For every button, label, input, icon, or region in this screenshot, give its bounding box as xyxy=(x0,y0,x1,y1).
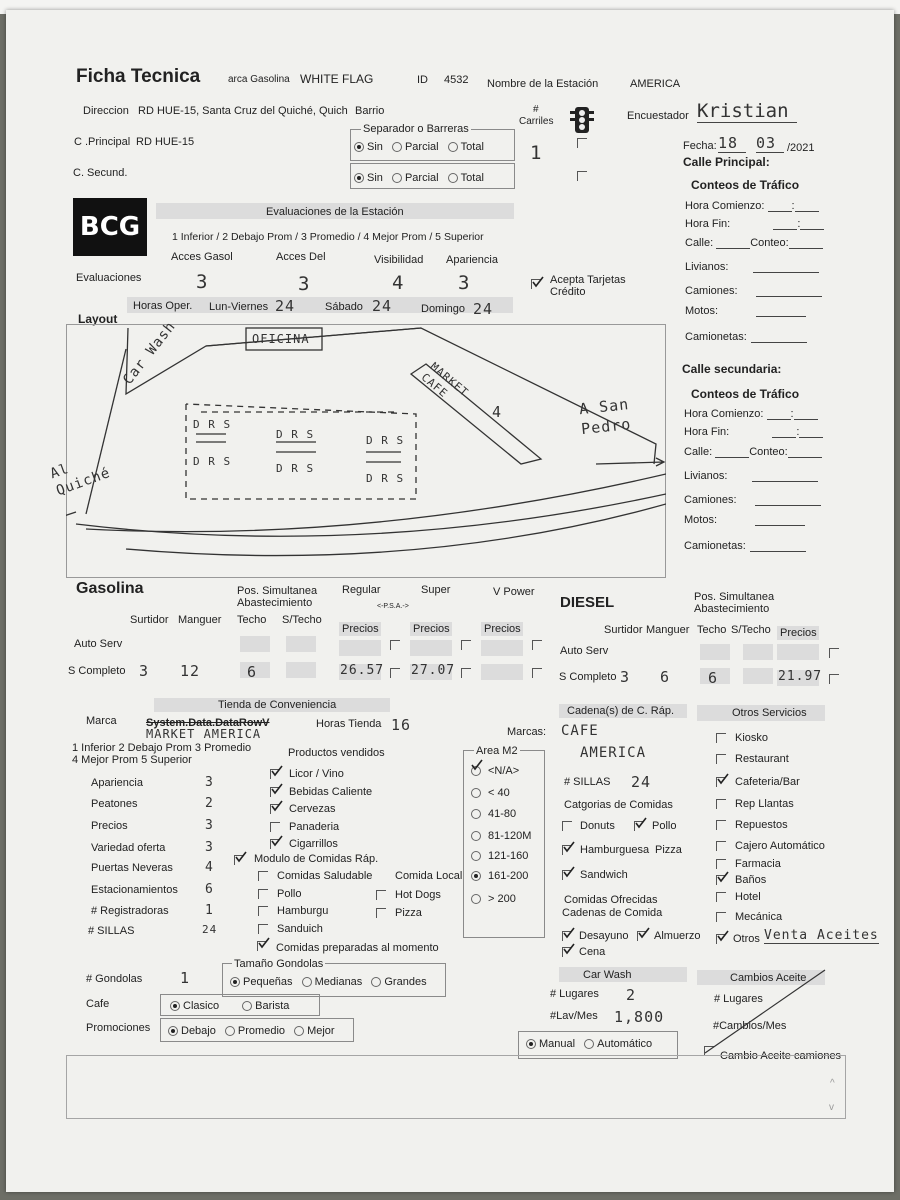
barreras-principal-options: Sin Parcial Total xyxy=(354,141,484,153)
tienda-marca-struck: System.Data.DataRowV xyxy=(146,717,270,729)
diesel-sc-checkbox[interactable] xyxy=(829,674,839,684)
sc-regular-checkbox[interactable] xyxy=(390,668,400,678)
categoria-label: Pollo xyxy=(652,820,677,832)
rating-label: Variedad oferta xyxy=(91,842,166,854)
local-item-label: Hot Dogs xyxy=(395,889,441,901)
layout-drs-5: D R S xyxy=(366,434,405,447)
ts-hora-comienzo: Hora Comienzo: : xyxy=(684,408,818,420)
eval-acces-gasol-value[interactable]: 3 xyxy=(196,271,208,293)
otros-item-checkbox[interactable] xyxy=(716,733,726,743)
barreras-parcial-radio[interactable] xyxy=(392,142,402,152)
rating-value[interactable]: 3 xyxy=(205,775,214,790)
sc-surtidor-value[interactable]: 3 xyxy=(139,662,150,680)
carwash-lugares-value[interactable]: 2 xyxy=(626,986,637,1004)
barreras-sin-radio[interactable] xyxy=(354,142,364,152)
area-option xyxy=(471,870,528,882)
rating-label: # SILLAS xyxy=(88,925,135,937)
area-radio[interactable] xyxy=(471,788,481,798)
cafe-clasico-radio[interactable] xyxy=(170,1001,180,1011)
rating-value[interactable]: 2 xyxy=(205,796,214,811)
diesel-sc-techo[interactable]: 6 xyxy=(708,669,719,687)
local-item-checkbox[interactable] xyxy=(376,890,386,900)
otros-item-checkbox[interactable] xyxy=(716,912,726,922)
calle-secundaria-title: Calle secundaria: xyxy=(682,362,782,376)
diesel-as-price[interactable] xyxy=(777,644,819,660)
modulo-item-label: Sanduich xyxy=(277,922,323,935)
tp-livianos: Livianos: xyxy=(685,261,819,273)
tienda-horas-value[interactable]: 16 xyxy=(391,716,412,734)
modulo-item-checkbox[interactable] xyxy=(258,889,268,899)
sab-label: Sábado xyxy=(325,301,363,313)
eval-apariencia-value[interactable]: 3 xyxy=(458,272,470,294)
tamano-title: Tamaño Gondolas xyxy=(234,958,324,970)
cafe-label: Cafe xyxy=(86,998,110,1010)
area-option-label: < 40 xyxy=(488,787,510,799)
traffic-light-icon xyxy=(570,106,594,134)
modulo-item-checkbox[interactable] xyxy=(258,924,268,934)
barrio-label: Barrio xyxy=(355,105,385,117)
tienda-title: Tienda de Conveniencia xyxy=(218,699,337,711)
lun-label: Lun-Viernes xyxy=(209,301,269,313)
otros-item-check-mark-icon xyxy=(716,870,730,884)
carwash-lav-value[interactable]: 1,800 xyxy=(614,1008,665,1026)
diesel-title: DIESEL xyxy=(560,594,615,611)
comments-textarea[interactable] xyxy=(66,1055,846,1119)
gasolina-pos-label: Pos. Simultanea Abastecimiento xyxy=(237,585,318,609)
area-option xyxy=(471,808,516,820)
carriles-label: Carriles xyxy=(519,116,554,127)
layout-drs-2: D R S xyxy=(193,455,232,468)
area-radio[interactable] xyxy=(471,831,481,841)
layout-drs-3: D R S xyxy=(276,428,315,441)
rating-label: Peatones xyxy=(91,798,138,810)
otros-item-label: Restaurant xyxy=(735,753,789,765)
tarjetas-check-mark-icon xyxy=(531,275,545,289)
carwash-title: Car Wash xyxy=(583,969,632,981)
traffic-principal-subtitle: Conteos de Tráfico xyxy=(691,178,800,192)
tamano-medianas-radio[interactable] xyxy=(302,977,312,987)
direccion-value: RD HUE-15, Santa Cruz del Quiché, Quich xyxy=(138,105,348,117)
modulo-item-label: Hamburgu xyxy=(277,905,329,917)
principal-label: C .Principal xyxy=(74,136,131,148)
otros-value[interactable]: Venta Aceites xyxy=(764,928,879,943)
otros-item-label: Rep Llantas xyxy=(735,798,794,810)
id-label: ID xyxy=(417,74,428,86)
diesel-sc-manguer[interactable]: 6 xyxy=(660,668,671,686)
sc-super-checkbox[interactable] xyxy=(461,668,471,678)
producto-checkbox[interactable] xyxy=(270,822,280,832)
modulo-label: Modulo de Comidas Ráp. xyxy=(254,853,379,865)
area-option xyxy=(471,787,510,799)
tp-hora-fin: Hora Fin: : xyxy=(685,218,824,230)
producto-label: Licor / Vino xyxy=(289,768,344,780)
rating-label: Precios xyxy=(91,820,128,832)
barreras2-parcial-radio[interactable] xyxy=(392,173,402,183)
comida-local-label: Comida Local xyxy=(395,870,463,882)
carwash-lav-label: #Lav/Mes xyxy=(550,1010,598,1022)
modulo-item-checkbox[interactable] xyxy=(258,906,268,916)
layout-al-quiche: Al Quiché xyxy=(47,460,113,500)
fecha-month[interactable]: 03 xyxy=(756,134,784,153)
tp-calle: Calle: Conteo: xyxy=(685,237,823,249)
layout-drs-4: D R S xyxy=(276,462,315,475)
area-option xyxy=(471,850,528,862)
gasolina-title: Gasolina xyxy=(76,580,144,597)
sc-super-price[interactable]: 27.07 xyxy=(411,663,456,678)
layout-oficina: OFICINA xyxy=(252,332,310,346)
rating-label: Puertas Neveras xyxy=(91,862,173,874)
modulo-item-label: Comidas Saludable xyxy=(277,870,373,882)
rating-value[interactable]: 3 xyxy=(205,818,214,833)
layout-market-num: 4 xyxy=(492,403,503,421)
gasolina-psa: <-P.S.A.-> xyxy=(377,603,409,610)
cadenas-sillas-label: # SILLAS xyxy=(564,776,611,788)
diesel-manguer: Manguer xyxy=(646,624,690,636)
otros-item-check-mark-icon xyxy=(716,772,730,786)
sc-vpower-price[interactable] xyxy=(481,664,523,680)
diesel-pos-label: Pos. Simultanea Abastecimiento xyxy=(694,591,775,615)
as-super-checkbox[interactable] xyxy=(461,640,471,650)
fecha-day[interactable]: 18 xyxy=(718,134,746,153)
tp-motos: Motos: xyxy=(685,305,806,317)
calle-principal-title: Calle Principal: xyxy=(683,155,770,169)
as-techo-field[interactable] xyxy=(240,636,270,652)
otros-item-label: Hotel xyxy=(735,891,761,903)
sc-stecho-field[interactable] xyxy=(286,662,316,678)
producto-label: Panaderia xyxy=(289,820,340,833)
gasolina-manguer: Manguer xyxy=(178,614,222,626)
area-option-label: > 200 xyxy=(488,893,516,905)
layout-drs-6: D R S xyxy=(366,472,405,485)
ofrecida-label: Almuerzo xyxy=(654,930,701,942)
productos-title: Productos vendidos xyxy=(288,747,385,759)
categoria-label: Hamburguesa xyxy=(580,844,650,856)
eval-header-apariencia: Apariencia xyxy=(446,254,498,266)
barreras2-sin-radio[interactable] xyxy=(354,173,364,183)
marca-value: WHITE FLAG xyxy=(300,72,374,86)
otros-item-label: Baños xyxy=(735,874,767,886)
rating-label: # Registradoras xyxy=(91,905,169,917)
horas-label: Horas Oper. xyxy=(133,300,193,312)
otros-item-checkbox[interactable] xyxy=(716,754,726,764)
evaluaciones-title: Evaluaciones de la Estación xyxy=(266,206,404,218)
diesel-surtidor: Surtidor xyxy=(604,624,643,636)
tienda-marca-value[interactable]: MARKET AMERICA xyxy=(146,727,262,741)
rating-label: Apariencia xyxy=(91,777,143,789)
area-option xyxy=(471,830,531,842)
ts-calle: Calle: Conteo: xyxy=(684,446,822,458)
gondolas-value[interactable]: 1 xyxy=(180,969,191,987)
producto-check-mark-icon xyxy=(270,799,284,813)
ts-camiones: Camiones: xyxy=(684,494,821,506)
otros-item-checkbox[interactable] xyxy=(716,859,726,869)
carriles-value[interactable]: 1 xyxy=(530,142,542,164)
eval-header-visibilidad: Visibilidad xyxy=(374,254,424,266)
eval-header-acces-del: Acces Del xyxy=(276,251,326,263)
gasolina-precios-2: Precios xyxy=(413,623,450,635)
modulo-item-checkbox[interactable] xyxy=(258,871,268,881)
aceite-title: Cambios Aceite xyxy=(730,972,807,984)
diesel-auto-serv: Auto Serv xyxy=(560,645,609,657)
encuestador-label: Encuestador xyxy=(627,110,689,122)
diesel-s-completo: S Completo xyxy=(559,671,617,683)
promo-options: Debajo Promedio Mejor xyxy=(168,1025,335,1037)
diesel-sc-price[interactable]: 21.97 xyxy=(778,669,823,684)
area-radio[interactable] xyxy=(471,871,481,881)
producto-label: Cigarrillos xyxy=(289,838,338,850)
principal-checkbox[interactable] xyxy=(577,138,587,148)
producto-check-mark-icon xyxy=(270,834,284,848)
promo-promedio-radio[interactable] xyxy=(225,1026,235,1036)
diesel-as-techo-field[interactable] xyxy=(700,644,730,660)
tp-hora-comienzo: Hora Comienzo: : xyxy=(685,200,819,212)
id-value: 4532 xyxy=(444,74,469,86)
otros-item-checkbox[interactable] xyxy=(716,892,726,902)
as-vpower-price[interactable] xyxy=(481,640,523,656)
modulo-item-label: Pollo xyxy=(277,887,302,900)
diesel-as-stecho-field[interactable] xyxy=(743,644,773,660)
carriles-hash: # xyxy=(533,104,539,115)
carwash-mode-options: Manual Automático xyxy=(526,1038,652,1050)
page-title: Ficha Tecnica xyxy=(76,66,201,87)
area-na-check-mark-icon xyxy=(470,758,484,772)
tienda-scale-1: 1 Inferior 2 Debajo Prom 3 Promedio xyxy=(72,742,252,754)
otros-item-label: Repuestos xyxy=(735,819,788,831)
encuestador-value[interactable]: Kristian xyxy=(697,100,797,123)
categoria-label: Donuts xyxy=(580,820,615,832)
eval-acces-del-value[interactable]: 3 xyxy=(298,273,310,295)
ofrecida-check-mark-icon xyxy=(637,926,651,940)
lun-value[interactable]: 24 xyxy=(275,297,296,315)
carwash-lugares-label: # Lugares xyxy=(550,988,599,1000)
gasolina-precios-1: Precios xyxy=(342,623,379,635)
area-radio[interactable] xyxy=(471,809,481,819)
diesel-stecho: S/Techo xyxy=(731,624,771,636)
otros-item-checkbox[interactable] xyxy=(716,841,726,851)
cafe-options: Clasico Barista xyxy=(170,1000,289,1012)
gasolina-s-completo: S Completo xyxy=(68,665,126,677)
as-regular-price[interactable] xyxy=(339,640,381,656)
modulo-check-mark-icon xyxy=(234,850,248,864)
categorias-label: Catgorias de Comidas xyxy=(564,799,673,811)
tienda-horas-label: Horas Tienda xyxy=(316,718,382,730)
rating-value[interactable]: 4 xyxy=(205,860,214,875)
tienda-marca-label: Marca xyxy=(86,715,117,727)
dom-label: Domingo xyxy=(421,303,466,315)
carwash-automatico-radio[interactable] xyxy=(584,1039,594,1049)
as-vpower-checkbox[interactable] xyxy=(532,640,542,650)
gondolas-label: # Gondolas xyxy=(86,973,143,985)
ofrecida-check-mark-icon xyxy=(562,926,576,940)
fecha-year: /2021 xyxy=(787,142,815,154)
tienda-scale-2: 4 Mejor Prom 5 Superior xyxy=(72,754,192,766)
producto-label: Cervezas xyxy=(289,803,336,815)
cadenas-sillas-value[interactable]: 24 xyxy=(631,773,652,791)
ofrecida-check-mark-icon xyxy=(562,942,576,956)
gasolina-regular: Regular xyxy=(342,584,381,596)
gasolina-vpower: V Power xyxy=(493,586,535,598)
area-option-label: <N/A> xyxy=(488,765,520,777)
sc-manguer-value[interactable]: 12 xyxy=(180,662,201,680)
nombre-label: Nombre de la Estación xyxy=(487,78,599,90)
gasolina-precios-3: Precios xyxy=(484,623,521,635)
tamano-grandes-radio[interactable] xyxy=(371,977,381,987)
layout-drs-1: D R S xyxy=(193,418,232,431)
preparadas-check-mark-icon xyxy=(257,936,271,950)
otros-item-label: Cafeteria/Bar xyxy=(735,776,800,788)
cafe-barista-radio[interactable] xyxy=(242,1001,252,1011)
aceite-cambios: #Cambios/Mes xyxy=(713,1020,787,1032)
layout-car-wash: Car Wash xyxy=(120,318,180,388)
scroll-up-icon[interactable]: ^ xyxy=(830,1078,835,1089)
bcg-logo: BCG xyxy=(73,198,147,256)
scroll-down-icon[interactable]: v xyxy=(829,1102,834,1113)
cadenas-marcas-value-1[interactable]: CAFE xyxy=(561,723,599,739)
barreras-title: Separador o Barreras xyxy=(363,123,469,135)
otros-title: Otros Servicios xyxy=(732,707,807,719)
dom-value[interactable]: 24 xyxy=(473,300,494,318)
ts-camionetas: Camionetas: xyxy=(684,540,806,552)
categoria-checkbox[interactable] xyxy=(562,821,572,831)
sab-value[interactable]: 24 xyxy=(372,297,393,315)
as-stecho-field[interactable] xyxy=(286,636,316,652)
otros-item-checkbox[interactable] xyxy=(716,799,726,809)
ofrecida-label: Cena xyxy=(579,946,606,958)
barreras2-total-radio[interactable] xyxy=(448,173,458,183)
otros-item-label: Cajero Automático xyxy=(735,840,825,852)
gasolina-surtidor: Surtidor xyxy=(130,614,169,626)
diesel-as-checkbox[interactable] xyxy=(829,648,839,658)
layout-sketch xyxy=(66,324,666,578)
rating-value[interactable]: 1 xyxy=(205,903,214,918)
area-option-label: 161-200 xyxy=(488,870,529,882)
sc-regular-price[interactable]: 26.57 xyxy=(340,663,385,678)
rating-value[interactable]: 6 xyxy=(205,882,214,897)
producto-check-mark-icon xyxy=(270,764,284,778)
promo-label: Promociones xyxy=(86,1022,151,1034)
barreras-secund-options: Sin Parcial Total xyxy=(354,172,484,184)
as-regular-checkbox[interactable] xyxy=(390,640,400,650)
eval-header-acces-gasol: Acces Gasol xyxy=(171,251,233,263)
direccion-label: Direccion xyxy=(83,105,129,117)
evaluaciones-scale: 1 Inferior / 2 Debajo Prom / 3 Promedio / 4 Mejor Prom / 5 Superior xyxy=(172,231,484,243)
aceite-camiones-label: Cambio Aceite camiones xyxy=(720,1050,842,1062)
rating-label: Estacionamientos xyxy=(91,884,178,896)
eval-visibilidad-value[interactable]: 4 xyxy=(392,272,404,294)
ofrecida-label: Desayuno xyxy=(579,930,629,942)
area-option xyxy=(471,893,516,905)
tp-camionetas: Camionetas: xyxy=(685,331,807,343)
evaluaciones-row-label: Evaluaciones xyxy=(76,272,142,284)
sc-vpower-checkbox[interactable] xyxy=(532,668,542,678)
marca-label: arca Gasolina xyxy=(228,74,290,85)
ofrecidas-label-2: Cadenas de Comida xyxy=(562,907,663,919)
area-option-label: 81-120M xyxy=(488,830,532,842)
tamano-pequenas-radio[interactable] xyxy=(230,977,240,987)
categoria-check-mark-icon xyxy=(562,840,576,854)
categoria-check-mark-icon xyxy=(634,816,648,830)
area-radio[interactable] xyxy=(471,894,481,904)
area-radio[interactable] xyxy=(471,851,481,861)
otros-label: Otros xyxy=(733,933,760,945)
preparadas-label: Comidas preparadas al momento xyxy=(276,942,439,954)
gasolina-techo: Techo xyxy=(237,614,267,626)
fecha-label: Fecha: xyxy=(683,140,717,152)
local-item-checkbox[interactable] xyxy=(376,908,386,918)
area-option-label: 121-160 xyxy=(488,850,529,862)
as-super-price[interactable] xyxy=(410,640,452,656)
area-title: Area M2 xyxy=(476,745,518,757)
categoria-check-mark-icon xyxy=(562,865,576,879)
rating-value[interactable]: 3 xyxy=(205,840,214,855)
principal-value: RD HUE-15 xyxy=(136,136,195,148)
cadenas-title: Cadena(s) de C. Ráp. xyxy=(567,705,674,717)
otros-check-mark-icon xyxy=(716,929,730,943)
carwash-manual-radio[interactable] xyxy=(526,1039,536,1049)
secund-label: C. Secund. xyxy=(73,167,128,179)
ts-livianos: Livianos: xyxy=(684,470,818,482)
gasolina-stecho: S/Techo xyxy=(282,614,322,626)
categoria-label: Sandwich xyxy=(580,869,628,881)
layout-title: Layout xyxy=(78,312,118,326)
promo-debajo-radio[interactable] xyxy=(168,1026,178,1036)
local-item-label: Pizza xyxy=(395,906,422,919)
rating-value[interactable]: 24 xyxy=(202,923,218,936)
diesel-precios: Precios xyxy=(780,627,817,639)
tarjetas-label: Acepta Tarjetas Crédito xyxy=(550,274,626,298)
barreras-total-radio[interactable] xyxy=(448,142,458,152)
otros-item-label: Kiosko xyxy=(735,732,769,744)
promo-mejor-radio[interactable] xyxy=(294,1026,304,1036)
layout-san-pedro: A San Pedro xyxy=(578,395,633,439)
area-option-label: 41-80 xyxy=(488,808,517,820)
gasolina-super: Super xyxy=(421,584,451,596)
producto-label: Bebidas Caliente xyxy=(289,785,373,798)
nombre-value: AMERICA xyxy=(630,78,681,90)
otros-item-checkbox[interactable] xyxy=(716,820,726,830)
aceite-strike-line xyxy=(700,965,830,1055)
cadenas-marcas-value-2[interactable]: AMERICA xyxy=(580,745,647,761)
ts-motos: Motos: xyxy=(684,514,805,526)
diesel-sc-surtidor[interactable]: 3 xyxy=(620,668,631,686)
otros-item-label: Farmacia xyxy=(735,858,781,870)
ts-hora-fin: Hora Fin: : xyxy=(684,426,823,438)
secund-checkbox[interactable] xyxy=(577,171,587,181)
producto-check-mark-icon xyxy=(270,782,284,796)
aceite-lugares: # Lugares xyxy=(714,993,763,1005)
gasolina-auto-serv: Auto Serv xyxy=(74,638,123,650)
categoria-label: Pizza xyxy=(655,844,682,856)
cadenas-marcas-label: Marcas: xyxy=(507,726,547,738)
tamano-options: Pequeñas Medianas Grandes xyxy=(230,976,427,988)
ofrecidas-label-1: Comidas Ofrecidas xyxy=(564,894,658,906)
tp-camiones: Camiones: xyxy=(685,285,822,297)
otros-item-label: Mecánica xyxy=(735,911,783,923)
diesel-techo: Techo xyxy=(697,624,727,636)
diesel-sc-stecho-field[interactable] xyxy=(743,668,773,684)
traffic-secundaria-subtitle: Conteos de Tráfico xyxy=(691,387,800,401)
sc-techo-value[interactable]: 6 xyxy=(247,663,258,681)
layout-market: MARKET CAFE xyxy=(418,360,472,401)
area-group xyxy=(463,750,545,938)
